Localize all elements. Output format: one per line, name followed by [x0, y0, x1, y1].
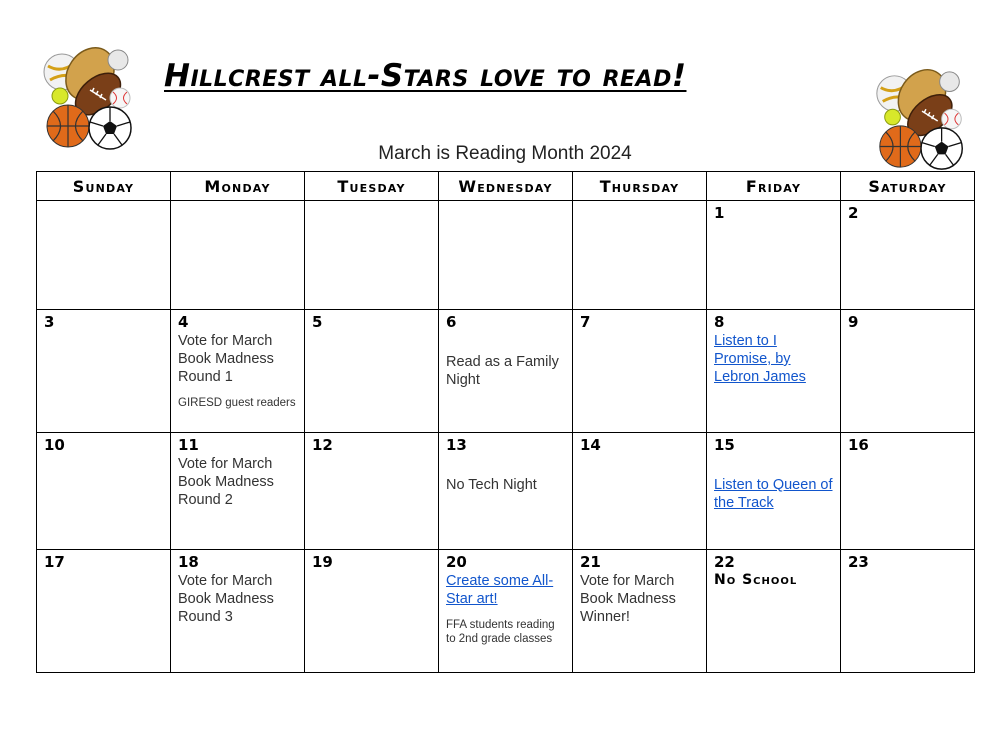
day-number: 13	[446, 436, 467, 454]
day-cell	[439, 550, 573, 673]
day-number: 18	[178, 553, 199, 571]
day-number: 7	[580, 313, 591, 331]
day-cell	[707, 433, 841, 550]
empty-day-cell	[573, 201, 707, 310]
sports-balls-icon	[40, 44, 140, 154]
day-cell	[37, 550, 171, 673]
empty-day-cell	[439, 201, 573, 310]
weekday-header-row	[37, 172, 975, 201]
day-number: 2	[848, 204, 859, 222]
day-number: 22	[714, 553, 735, 571]
day-number: 4	[178, 313, 189, 331]
day-event: Vote for March Book Madness Winner!	[580, 573, 676, 625]
calendar-week-row	[37, 550, 975, 673]
event-link[interactable]: Listen to Queen of the Track	[714, 477, 833, 511]
day-number: 23	[848, 553, 869, 571]
day-note: FFA students reading to 2nd grade classes	[446, 619, 555, 645]
event-link[interactable]: Create some All-Star art!	[446, 573, 554, 607]
day-event: No Tech Night	[446, 477, 537, 493]
day-cell	[573, 550, 707, 673]
day-note: GIRESD guest readers	[178, 397, 296, 409]
day-cell	[439, 433, 573, 550]
day-number: 5	[312, 313, 323, 331]
empty-day-cell	[305, 201, 439, 310]
weekday-header: Wednesday	[439, 172, 573, 201]
day-number: 21	[580, 553, 601, 571]
day-number: 15	[714, 436, 735, 454]
day-cell	[573, 310, 707, 433]
day-number: 11	[178, 436, 199, 454]
day-cell	[305, 433, 439, 550]
weekday-header: Tuesday	[305, 172, 439, 201]
day-cell	[841, 201, 975, 310]
event-link[interactable]: Listen to I Promise, by Lebron James	[714, 333, 806, 385]
day-cell	[841, 550, 975, 673]
day-event: Vote for March Book Madness Round 3	[178, 573, 274, 625]
day-number: 20	[446, 553, 467, 571]
day-number: 6	[446, 313, 457, 331]
day-cell	[841, 310, 975, 433]
calendar-week-row	[37, 310, 975, 433]
day-cell	[305, 550, 439, 673]
empty-day-cell	[171, 201, 305, 310]
day-number: 8	[714, 313, 725, 331]
day-cell	[37, 310, 171, 433]
page-title: Hillcrest all-Stars love to read!	[164, 58, 687, 94]
calendar-week-row	[37, 433, 975, 550]
day-number: 12	[312, 436, 333, 454]
weekday-header: Saturday	[841, 172, 975, 201]
empty-day-cell	[37, 201, 171, 310]
day-cell	[305, 310, 439, 433]
day-cell	[573, 433, 707, 550]
no-school-label: No School	[714, 572, 798, 588]
day-event: Vote for March Book Madness Round 2	[178, 456, 274, 508]
day-number: 1	[714, 204, 725, 222]
day-cell	[171, 310, 305, 433]
day-number: 14	[580, 436, 601, 454]
day-cell	[171, 433, 305, 550]
day-cell	[707, 201, 841, 310]
day-event: Vote for March Book Madness Round 1	[178, 333, 274, 385]
day-cell	[707, 550, 841, 673]
weekday-header: Friday	[707, 172, 841, 201]
calendar-subtitle: March is Reading Month 2024	[378, 143, 632, 164]
day-number: 16	[848, 436, 869, 454]
day-event: Read as a Family Night	[446, 354, 559, 388]
calendar-grid	[36, 171, 975, 673]
day-number: 10	[44, 436, 65, 454]
weekday-header: Thursday	[573, 172, 707, 201]
day-cell	[841, 433, 975, 550]
day-cell	[707, 310, 841, 433]
day-cell	[37, 433, 171, 550]
day-number: 9	[848, 313, 859, 331]
weekday-header: Sunday	[37, 172, 171, 201]
day-number: 19	[312, 553, 333, 571]
weekday-header: Monday	[171, 172, 305, 201]
day-cell	[439, 310, 573, 433]
day-number: 17	[44, 553, 65, 571]
day-number: 3	[44, 313, 55, 331]
calendar-week-row	[37, 201, 975, 310]
day-cell	[171, 550, 305, 673]
